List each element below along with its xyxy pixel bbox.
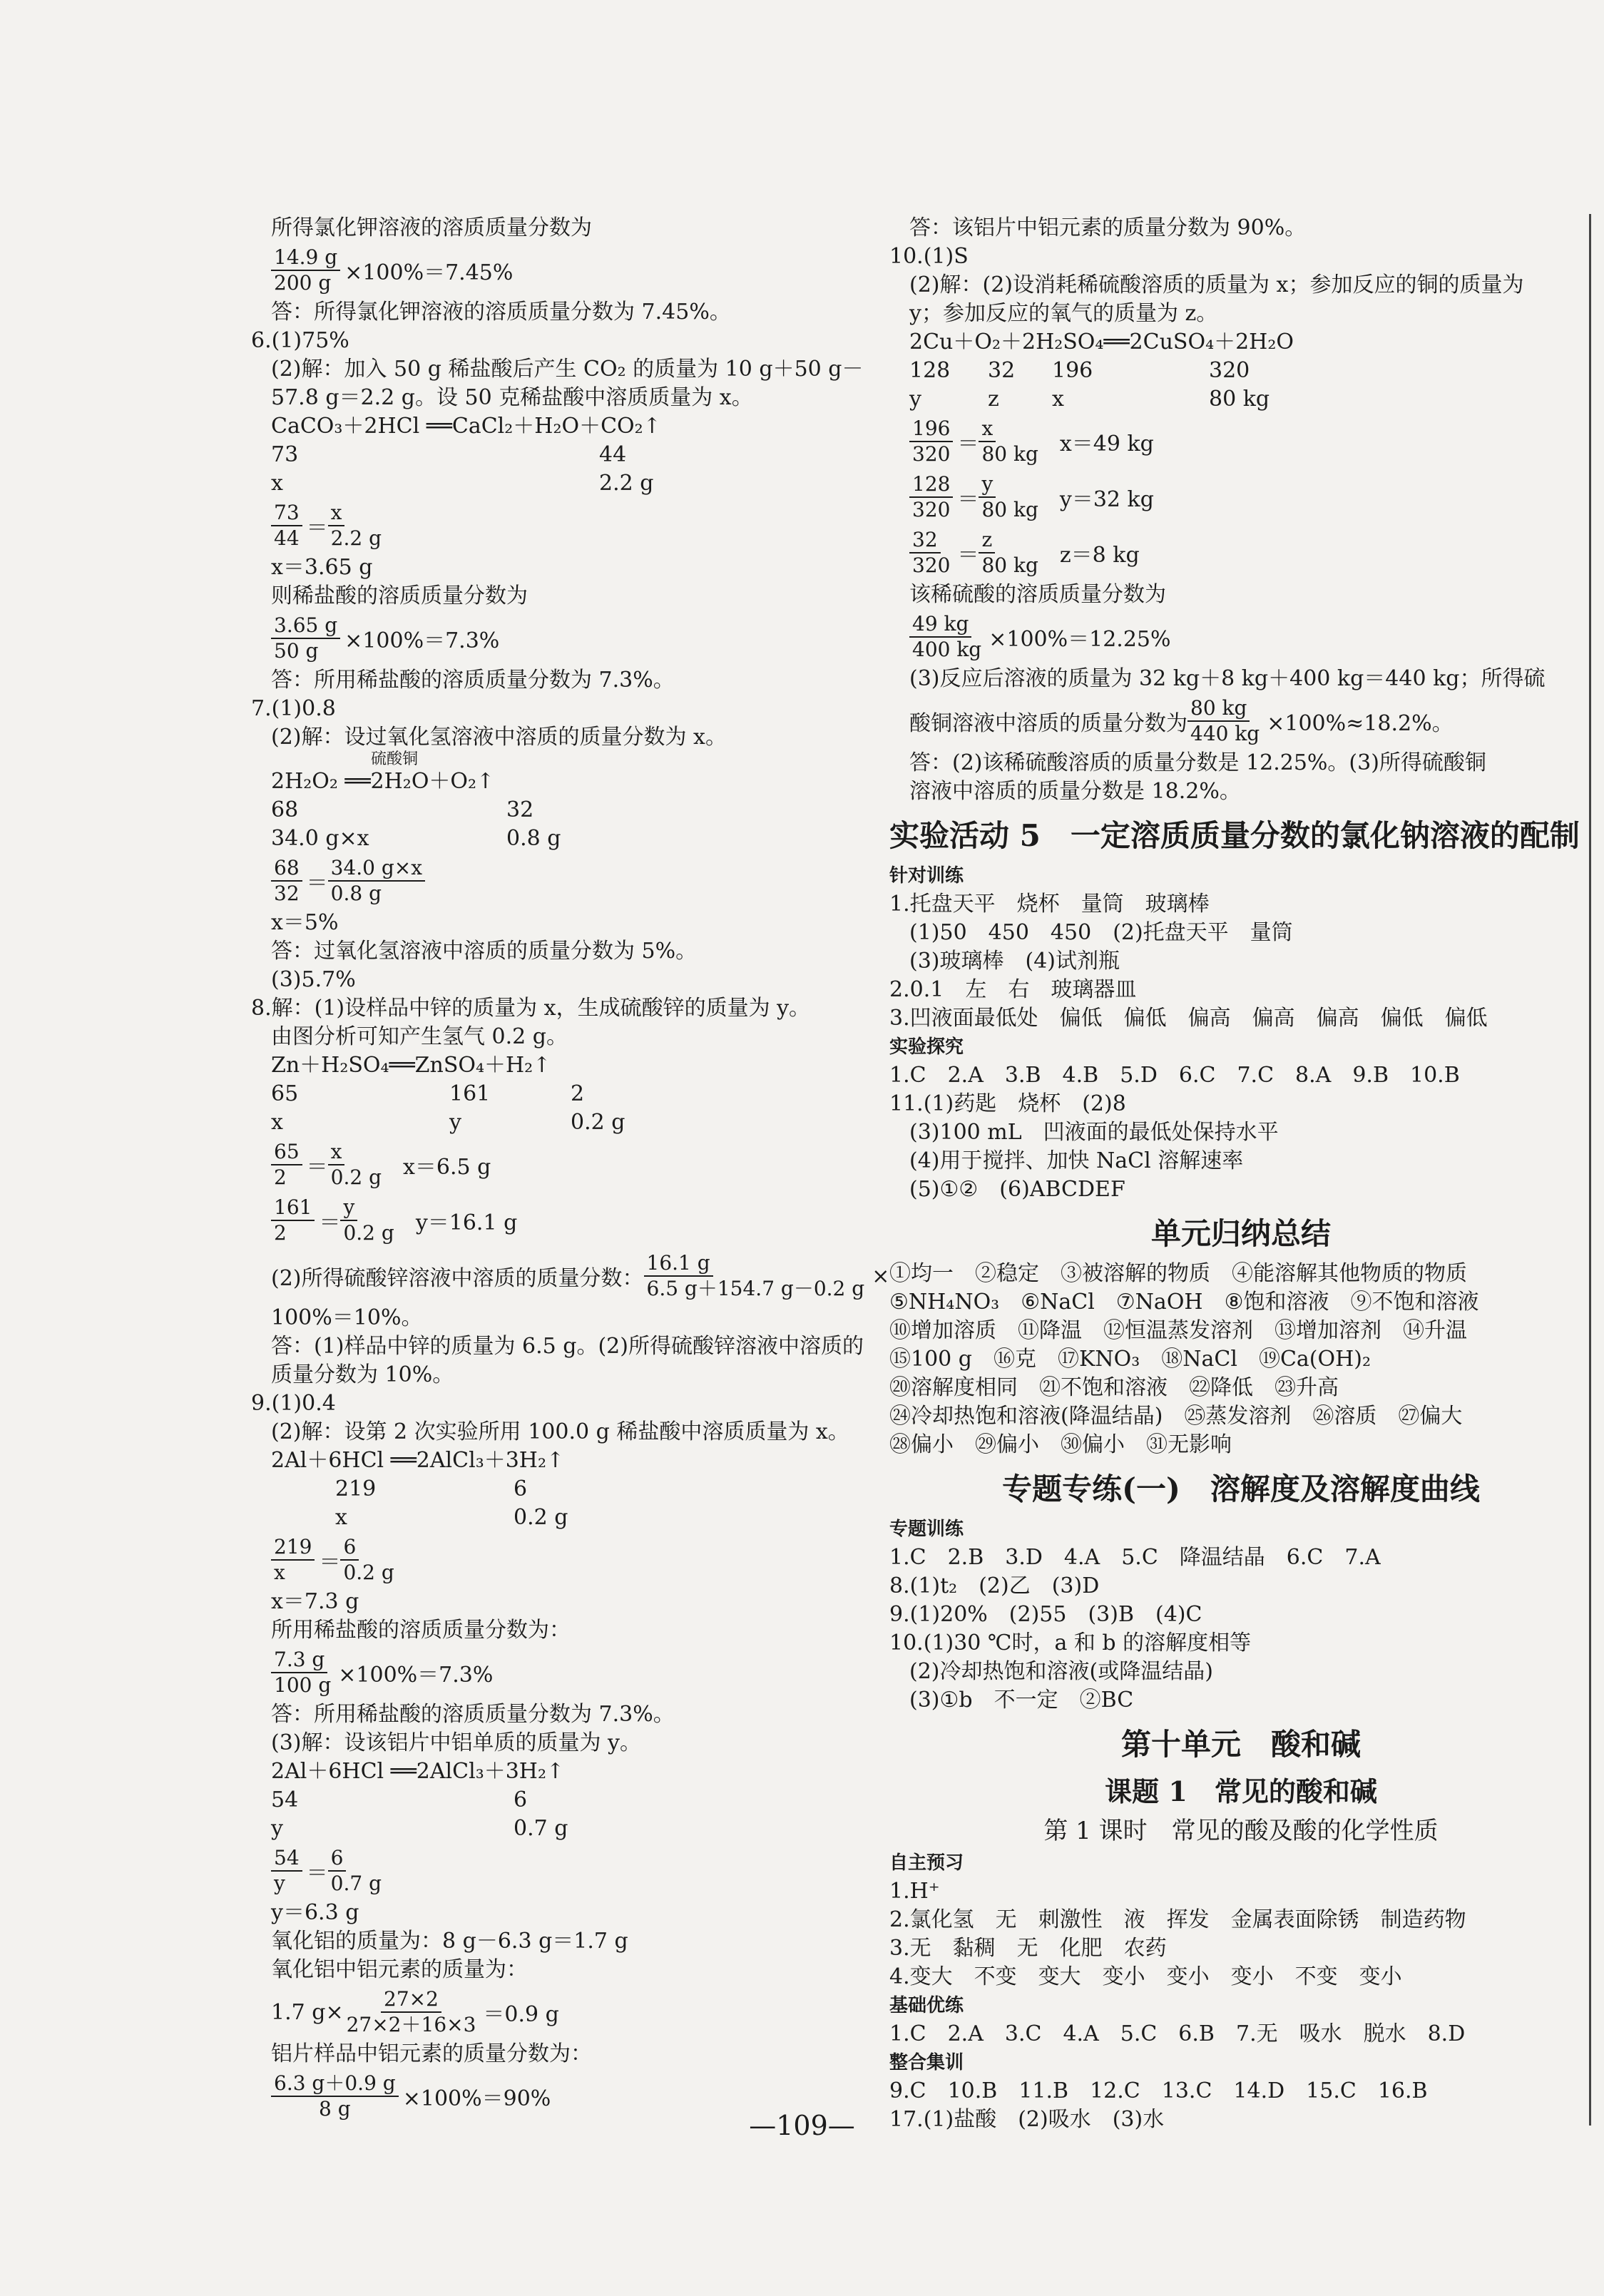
fraction-line: $\frac{196}{320}$ ＝ $\frac{x}{80 kg}$ x＝49 kg: [909, 414, 1573, 469]
text-line: 17.(1)盐酸 (2)吸水 (3)水: [889, 2107, 1165, 2132]
answer-line: 答：(2)该稀硫酸溶质的质量分数是 12.25%。(3)所得硫酸铜: [909, 750, 1486, 775]
text-line: 所用稀盐酸的溶质质量分数为：: [271, 1618, 571, 1643]
text-line: 3.无 黏稠 无 化肥 农药: [889, 1936, 1167, 1961]
text-line: x＝7.3 g: [271, 1589, 359, 1614]
text-line: 10.(1)30 ℃时，a 和 b 的溶解度相等: [889, 1631, 1252, 1655]
text-line: ㉔冷却热饱和溶液(降温结晶) ㉕蒸发溶剂 ㉖溶质 ㉗偏大: [889, 1404, 1463, 1429]
text-line: ①均一 ②稳定 ③被溶解的物质 ④能溶解其他物质的物质: [889, 1261, 1467, 1286]
text-line: 1.C 2.A 3.B 4.B 5.D 6.C 7.C 8.A 9.B 10.B: [889, 1063, 1460, 1088]
unit-title: 第十单元 酸和碱: [1120, 1727, 1361, 1762]
fraction-line: $\frac{219}{x}$ ＝ $\frac{6}{0.2 g}$: [271, 1532, 884, 1588]
fraction-line: $\frac{54}{y}$ ＝ $\frac{6}{0.7 g}$: [271, 1843, 884, 1899]
text-line: (3)反应后溶液的质量为 32 kg＋8 kg＋400 kg＝440 kg；所得硫: [909, 666, 1546, 691]
equation: 2Al＋6HCl ══2AlCl₃＋3H₂↑: [271, 1759, 565, 1784]
text-line: 氧化铝中铝元素的质量为：: [271, 1957, 528, 1982]
fraction-line: $\frac{49 kg}{400 kg}$ ×100%＝12.25%: [909, 609, 1573, 665]
text-line: 9.(1)20% (2)55 (3)B (4)C: [889, 1602, 1202, 1627]
catalyst-label: 硫酸铜: [371, 750, 419, 768]
text-line: 则稀盐酸的溶质质量分数为: [271, 583, 528, 608]
text-line: (5)①② (6)ABCDEF: [909, 1177, 1125, 1202]
answer-line: 答：所得氯化钾溶液的溶质质量分数为 7.45%。: [271, 300, 731, 325]
question-number: 9.(1)0.4: [251, 1391, 336, 1416]
text-line: 2.氯化氢 无 刺激性 液 挥发 金属表面除锈 制造药物: [889, 1907, 1466, 1932]
column-rule: [1589, 214, 1591, 2126]
equation-ratios: 54 6 y 0.7 g: [271, 1787, 568, 1841]
fraction-line: 1.7 g× $\frac{27\times 2}{27\times 2+16\times 3}$ ＝0.9 g: [271, 1987, 559, 2036]
text-line: 由图分析可知产生氢气 0.2 g。: [271, 1024, 568, 1049]
text-line: 氧化铝的质量为：8 g－6.3 g＝1.7 g: [271, 1929, 628, 1954]
period-title: 第 1 课时 常见的酸及酸的化学性质: [1043, 1817, 1439, 1845]
answer-line: 答：(1)样品中锌的质量为 6.5 g。(2)所得硫酸锌溶液中溶质的: [271, 1334, 864, 1359]
section-title: 单元归纳总结: [1150, 1216, 1331, 1251]
text-line: (3)玻璃棒 (4)试剂瓶: [909, 949, 1120, 974]
answer-line: 答：过氧化氢溶液中溶质的质量分数为 5%。: [271, 939, 698, 964]
equation-ratios: 128 32 196 320 y z x 80 kg: [909, 358, 1270, 412]
text-line: 11.(1)药匙 烧杯 (2)8: [889, 1091, 1126, 1116]
text-line: 2.0.1 左 右 玻璃器皿: [889, 977, 1137, 1002]
answer-line: 质量分数为 10%。: [271, 1362, 454, 1387]
answer-line: 溶液中溶质的质量分数是 18.2%。: [909, 779, 1241, 804]
fraction-line: $\frac{6.3 g+0.9 g}{8 g}$ ×100%＝90%: [271, 2068, 884, 2124]
equation-ratios: 65 161 2 x y 0.2 g: [271, 1081, 625, 1135]
text-line: (2)解：设过氧化氢溶液中溶质的质量分数为 x。: [271, 725, 727, 750]
section-tag: 专题训练: [889, 1519, 964, 1540]
answer-line: 答：所用稀盐酸的溶质质量分数为 7.3%。: [271, 668, 675, 693]
fraction: $\frac{14.9 g}{200 g}$: [271, 245, 340, 295]
fraction-line: $\frac{128}{320}$ ＝ $\frac{y}{80 kg}$ y＝32 kg: [909, 469, 1573, 525]
text-line: 100%＝10%。: [271, 1305, 423, 1330]
fraction-line: $\frac{65}{2}$ ＝ $\frac{x}{0.2 g}$ x＝6.5 g: [271, 1137, 884, 1193]
text-line: (4)用于搅拌、加快 NaCl 溶解速率: [909, 1148, 1244, 1173]
text-line: 1.C 2.A 3.C 4.A 5.C 6.B 7.无 吸水 脱水 8.D: [889, 2021, 1466, 2046]
text-line: 57.8 g＝2.2 g。设 50 克稀盐酸中溶质质量为 x。: [271, 385, 753, 410]
fraction-line: $\frac{7.3 g}{100 g}$ ×100%＝7.3%: [271, 1645, 884, 1700]
text-line: (2)解：(2)设消耗稀硫酸溶质的质量为 x；参加反应的铜的质量为: [909, 272, 1524, 297]
text-line: ⑤NH₄NO₃ ⑥NaCl ⑦NaOH ⑧饱和溶液 ⑨不饱和溶液: [889, 1290, 1479, 1315]
text-line: (2)冷却热饱和溶液(或降温结晶): [909, 1659, 1213, 1684]
question-number: 6.(1)75%: [251, 328, 349, 353]
page-number: —109—: [749, 2110, 855, 2141]
text-line: ⑮100 g ⑯克 ⑰KNO₃ ⑱NaCl ⑲Ca(OH)₂: [889, 1347, 1371, 1372]
equation-ratios: 68 32 34.0 g×x 0.8 g: [271, 797, 561, 851]
answer-line: 答：所用稀盐酸的溶质质量分数为 7.3%。: [271, 1702, 675, 1727]
text-line: 1.H⁺: [889, 1879, 940, 1904]
fraction-line: 酸铜溶液中溶质的质量分数为 $\frac{80 kg}{440 kg}$ ×100%≈18.2%。: [909, 696, 1454, 745]
text-line: y＝6.3 g: [271, 1900, 359, 1925]
text-line: x＝5%: [271, 910, 339, 935]
right-column: [889, 214, 1580, 2134]
equation-ratios: 73 44 x 2.2 g: [271, 442, 654, 496]
text-line: ⑩增加溶质 ⑪降温 ⑫恒温蒸发溶剂 ⑬增加溶剂 ⑭升温: [889, 1318, 1467, 1343]
fraction-line: $\frac{73}{44}$ ＝ $\frac{x}{2.2 g}$: [271, 498, 884, 553]
text-line: ⑳溶解度相同 ㉑不饱和溶液 ㉒降低 ㉓升高: [889, 1375, 1339, 1400]
section-tag: 针对训练: [889, 865, 964, 887]
section-tag: 实验探究: [889, 1036, 964, 1058]
fraction-line: $\frac{3.65 g}{50 g}$ ×100%＝7.3%: [271, 611, 884, 666]
fraction-line: $\frac{32}{320}$ ＝ $\frac{z}{80 kg}$ z＝8 kg: [909, 525, 1573, 581]
section-title: 专题专练(一) 溶解度及溶解度曲线: [1002, 1471, 1480, 1506]
fraction-line: $\frac{68}{32}$ ＝ $\frac{34.0 g\times x}{0.8 g}$: [271, 853, 884, 909]
text-line: (2)解：设第 2 次实验所用 100.0 g 稀盐酸中溶质质量为 x。: [271, 1419, 849, 1444]
fraction-line: $\frac{14.9 g}{200 g}$ ×100%＝7.45%: [271, 243, 884, 298]
text-line: 1.托盘天平 烧杯 量筒 玻璃棒: [889, 892, 1210, 917]
text-line: (3)100 mL 凹液面的最低处保持水平: [909, 1120, 1279, 1145]
equation: 2Al＋6HCl ══2AlCl₃＋3H₂↑: [271, 1448, 565, 1473]
question-number: 10.(1)S: [889, 244, 969, 269]
text-line: (3)5.7%: [271, 967, 356, 992]
section-tag: 基础优练: [889, 1995, 964, 2016]
text-line: (3)解：设该铝片中铝单质的质量为 y。: [271, 1730, 641, 1755]
text-line: x＝3.65 g: [271, 555, 373, 580]
text-line: ㉘偏小 ㉙偏小 ㉚偏小 ㉛无影响: [889, 1432, 1232, 1457]
left-column: [251, 214, 890, 2124]
equation: 2H₂O₂ ══2H₂O＋O₂↑: [271, 769, 495, 794]
fraction-line: $\frac{161}{2}$ ＝ $\frac{y}{0.2 g}$ y＝16.1 g: [271, 1193, 884, 1248]
text-line: 铝片样品中铝元素的质量分数为：: [271, 2041, 592, 2066]
text-line: 4.变大 不变 变大 变小 变小 变小 不变 变小: [889, 1964, 1402, 1989]
question-line: 8.解：(1)设样品中锌的质量为 x，生成硫酸锌的质量为 y。: [251, 996, 811, 1021]
text-line: 3.凹液面最低处 偏低 偏低 偏高 偏高 偏高 偏低 偏低: [889, 1006, 1488, 1031]
equation: Zn＋H₂SO₄══ZnSO₄＋H₂↑: [271, 1053, 551, 1078]
equation-ratios: 219 6 x 0.2 g: [335, 1476, 568, 1530]
text-line: (1)50 450 450 (2)托盘天平 量筒: [909, 920, 1293, 945]
answer-line: 答：该铝片中铝元素的质量分数为 90%。: [909, 215, 1307, 240]
section-title: 实验活动 5 一定溶质质量分数的氯化钠溶液的配制: [889, 818, 1580, 853]
fraction-line: (2)所得硫酸锌溶液中溶质的质量分数： $\frac{16.1 g}{6.5 g+154.7 g-0.2 g}$ ×: [271, 1251, 890, 1300]
text-line: 该稀硫酸的溶质质量分数为: [909, 582, 1166, 607]
text-line: 8.(1)t₂ (2)乙 (3)D: [889, 1573, 1100, 1598]
text-line: 所得氯化钾溶液的溶质质量分数为: [271, 215, 592, 240]
question-number: 7.(1)0.8: [251, 696, 336, 721]
text-line: 1.C 2.B 3.D 4.A 5.C 降温结晶 6.C 7.A: [889, 1545, 1381, 1570]
text-line: (2)解：加入 50 g 稀盐酸后产生 CO₂ 的质量为 10 g＋50 g－: [271, 357, 864, 382]
lesson-title: 课题 1 常见的酸和碱: [1105, 1775, 1377, 1807]
equation: 2Cu＋O₂＋2H₂SO₄══2CuSO₄＋2H₂O: [909, 330, 1294, 354]
section-tag: 自主预习: [889, 1852, 964, 1874]
equation: CaCO₃＋2HCl ══CaCl₂＋H₂O＋CO₂↑: [271, 414, 661, 439]
section-tag: 整合集训: [889, 2052, 964, 2073]
text-line: 9.C 10.B 11.B 12.C 13.C 14.D 15.C 16.B: [889, 2078, 1428, 2103]
text-line: (3)①b 不一定 ②BC: [909, 1688, 1134, 1713]
text-line: y；参加反应的氧气的质量为 z。: [909, 301, 1218, 326]
